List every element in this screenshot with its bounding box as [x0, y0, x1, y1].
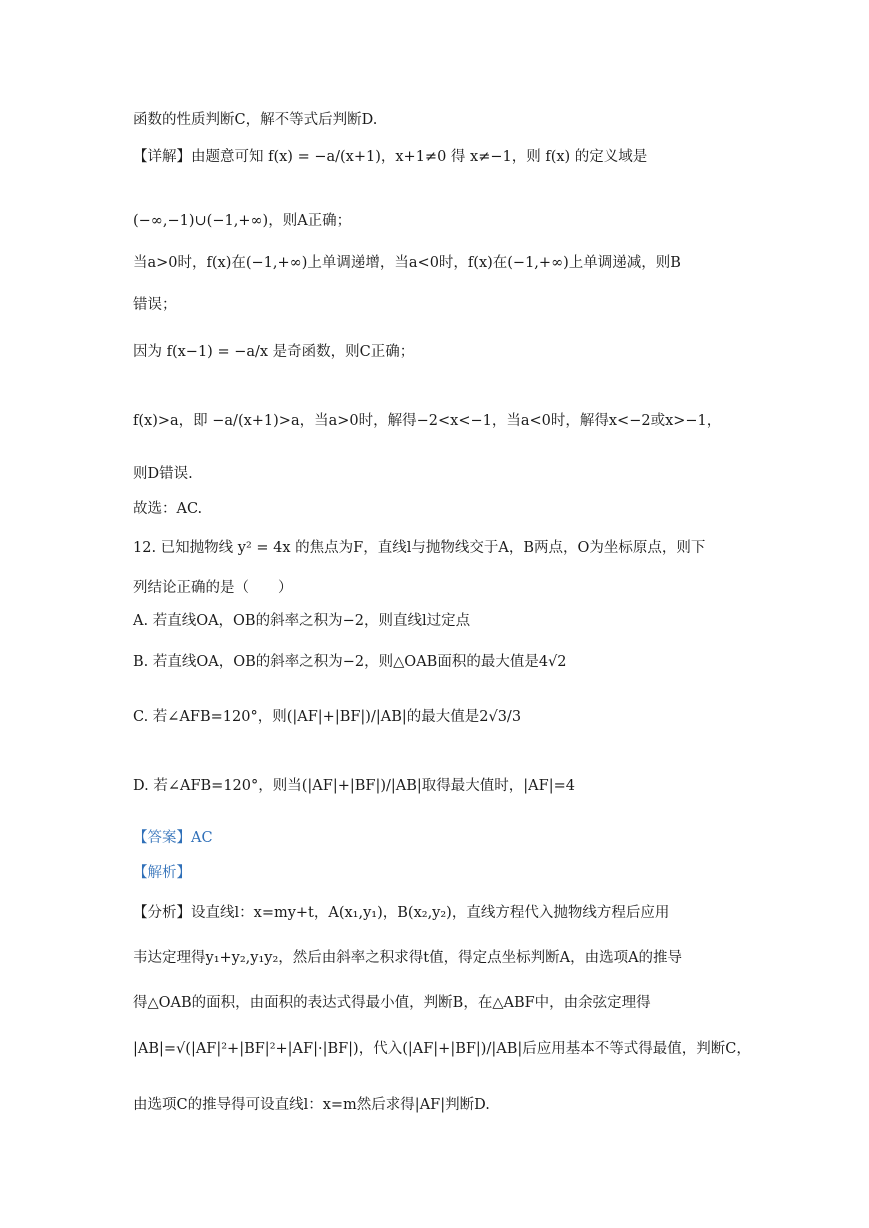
- text-line: 因为 f(x−1) = −a/x 是奇函数，则C正确；: [133, 344, 415, 360]
- formula: f(x) = −a/(x+1)，x+1≠0 得 x≠−1，则 f(x) 的定义域是: [268, 149, 648, 165]
- text-line: 函数的性质判断C，解不等式后判断D.: [133, 112, 378, 128]
- text-line: |AB|=√(|AF|²+|BF|²+|AF|·|BF|)，代入(|AF|+|BF|)/|AB|后应用基本不等式得最值，判断C，: [133, 1041, 751, 1057]
- text-line: 由选项C的推导得可设直线l：x=m然后求得|AF|判断D.: [133, 1097, 490, 1113]
- text-line: 韦达定理得y₁+y₂,y₁y₂，然后由斜率之积求得t值，得定点坐标判断A，由选项A的推导: [133, 950, 683, 966]
- answer-label: 【答案】AC: [133, 830, 213, 846]
- text-line: (−∞,−1)∪(−1,+∞)，则A正确；: [133, 213, 352, 229]
- text-line: f(x)>a，即 −a/(x+1)>a，当a>0时，解得−2<x<−1，当a<0时，解得x<−2或x>−1，: [133, 413, 722, 429]
- text-line: 得△OAB的面积，由面积的表达式得最小值，判断B，在△ABF中，由余弦定理得: [133, 995, 651, 1011]
- detail-label: 【详解】由题意可知: [133, 149, 264, 165]
- option-c: C. 若∠AFB=120°，则(|AF|+|BF|)/|AB|的最大值是2√3/3: [133, 709, 522, 725]
- option-b: B. 若直线OA，OB的斜率之积为−2，则△OAB面积的最大值是4√2: [133, 654, 567, 670]
- question-stem: 列结论正确的是（ ）: [133, 580, 293, 596]
- option-a: A. 若直线OA，OB的斜率之积为−2，则直线l过定点: [133, 613, 471, 629]
- analysis-label: 【解析】: [133, 865, 191, 881]
- text-line: 故选：AC.: [133, 501, 203, 517]
- text-line: 【分析】设直线l：x=my+t，A(x₁,y₁)，B(x₂,y₂)，直线方程代入抛物线方程后应用: [133, 905, 670, 921]
- text-line: 当a>0时，f(x)在(−1,+∞)上单调递增，当a<0时，f(x)在(−1,+∞)上单调递减，则B: [133, 255, 681, 271]
- text-line: [133, 150, 647, 165]
- text-line: 错误；: [133, 297, 177, 313]
- option-d: D. 若∠AFB=120°，则当(|AF|+|BF|)/|AB|取得最大值时，|AF|=4: [133, 778, 575, 794]
- text-line: 则D错误.: [133, 466, 193, 482]
- question-stem: 12. 已知抛物线 y² = 4x 的焦点为F，直线l与抛物线交于A，B两点，O为坐标原点，则下: [133, 540, 706, 556]
